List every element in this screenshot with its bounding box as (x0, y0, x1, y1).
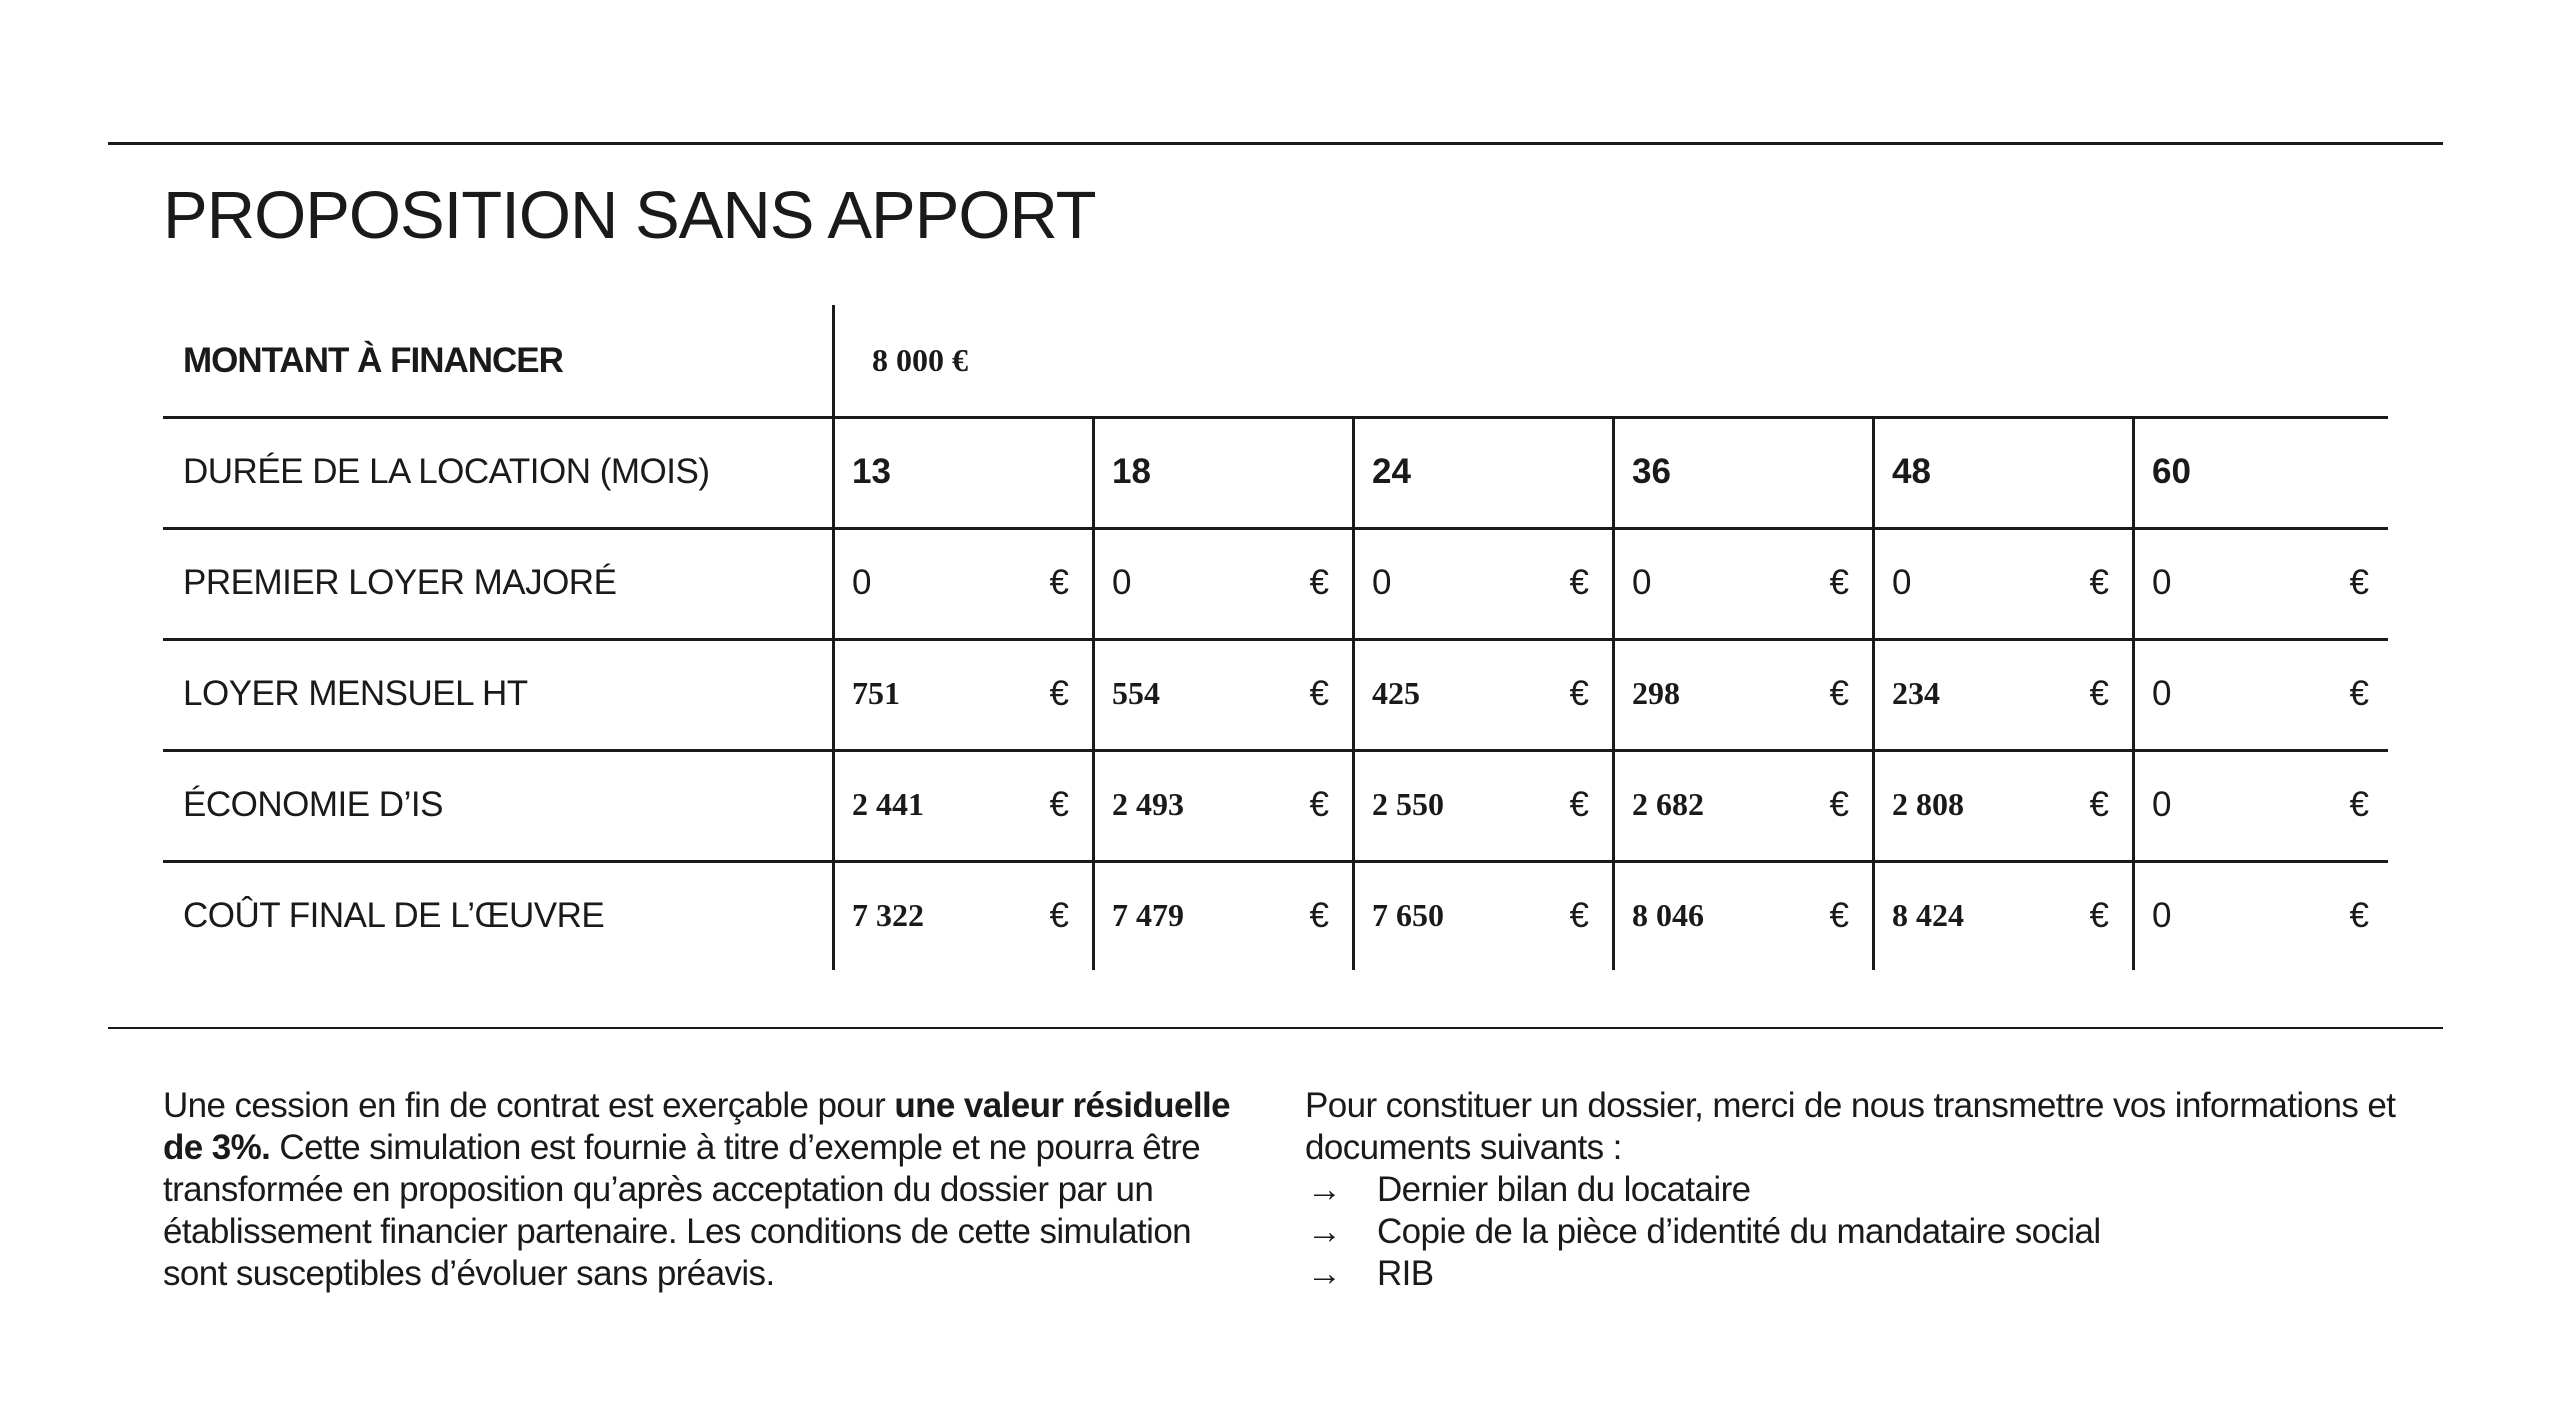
euro-symbol: € (1049, 784, 1069, 824)
cell-value: 0 (2152, 562, 2172, 602)
value-cell (832, 749, 1091, 860)
value-cell (1612, 527, 1871, 638)
page-title: PROPOSITION SANS APPORT (163, 178, 1096, 253)
amount-label: MONTANT À FINANCER (183, 340, 563, 380)
cell-value: 0 (1372, 562, 1392, 602)
value-cell (1092, 860, 1351, 971)
value-cell (2132, 638, 2391, 749)
cell-value: 0 (1892, 562, 1912, 602)
value-cell (1612, 638, 1871, 749)
value-cell (832, 527, 1091, 638)
column-divider (1352, 416, 1355, 970)
value-cell (1352, 749, 1611, 860)
duration-value: 24 (1372, 451, 1411, 491)
documents-section (1305, 1085, 2415, 1295)
value-cell (1872, 638, 2131, 749)
duration-cell (1352, 416, 1611, 527)
value-cell (1352, 527, 1611, 638)
euro-symbol: € (2089, 562, 2109, 602)
duration-cell (832, 416, 1091, 527)
euro-symbol: € (1049, 562, 1069, 602)
cell-value: 2 682 (1632, 786, 1704, 822)
value-cell (2132, 749, 2391, 860)
euro-symbol: € (1049, 895, 1069, 935)
euro-symbol: € (1049, 673, 1069, 713)
value-cell (1872, 860, 2131, 971)
arrow-icon: → (1307, 1170, 1342, 1209)
column-divider (1092, 416, 1095, 970)
duration-row (163, 416, 2388, 530)
list-item (1305, 1169, 2415, 1211)
arrow-icon: → (1307, 1212, 1342, 1251)
document-name: Dernier bilan du locataire (1377, 1170, 1751, 1209)
duration-label: DURÉE DE LA LOCATION (MOIS) (183, 451, 710, 491)
duration-cell (1092, 416, 1351, 527)
euro-symbol: € (1309, 895, 1329, 935)
cell-value: 8 424 (1892, 897, 1964, 933)
euro-symbol: € (2089, 673, 2109, 713)
documents-intro: Pour constituer un dossier, merci de nous transmettre vos informations et documents suivants : (1305, 1086, 2396, 1167)
cell-value: 2 493 (1112, 786, 1184, 822)
cell-value: 0 (1112, 562, 1132, 602)
document-name: RIB (1377, 1254, 1434, 1293)
duration-cell (2132, 416, 2391, 527)
cell-value: 2 808 (1892, 786, 1964, 822)
euro-symbol: € (1309, 784, 1329, 824)
disclaimer-text-start: Une cession en fin de contrat est exerçable pour (163, 1086, 895, 1125)
cell-value: 0 (2152, 784, 2172, 824)
column-divider (1612, 416, 1615, 970)
value-cell (1612, 860, 1871, 971)
euro-symbol: € (1829, 784, 1849, 824)
row-label: LOYER MENSUEL HT (183, 673, 528, 713)
duration-cell (1872, 416, 2131, 527)
euro-symbol: € (1309, 562, 1329, 602)
cell-value: 0 (2152, 673, 2172, 713)
euro-symbol: € (2089, 895, 2109, 935)
row-label: COÛT FINAL DE L’ŒUVRE (183, 895, 605, 935)
euro-symbol: € (1569, 895, 1589, 935)
value-cell (832, 860, 1091, 971)
euro-symbol: € (1309, 673, 1329, 713)
monthly-rent-row (163, 638, 2388, 752)
column-divider (2132, 416, 2135, 970)
duration-value: 13 (852, 451, 891, 491)
row-label: PREMIER LOYER MAJORÉ (183, 562, 617, 602)
value-cell (1092, 749, 1351, 860)
cell-value: 0 (2152, 895, 2172, 935)
value-cell (832, 638, 1091, 749)
duration-value: 60 (2152, 451, 2191, 491)
tax-saving-row (163, 749, 2388, 863)
list-item (1305, 1253, 2415, 1295)
row-label: ÉCONOMIE D’IS (183, 784, 443, 824)
cell-value: 2 550 (1372, 786, 1444, 822)
cell-value: 298 (1632, 675, 1680, 711)
cell-value: 234 (1892, 675, 1940, 711)
column-divider (832, 305, 835, 970)
bottom-divider (108, 1027, 2443, 1029)
value-cell (2132, 527, 2391, 638)
amount-row (163, 305, 2388, 419)
cell-value: 425 (1372, 675, 1420, 711)
list-item (1305, 1211, 2415, 1253)
euro-symbol: € (2349, 562, 2369, 602)
top-divider (108, 142, 2443, 145)
disclaimer-text-end: Cette simulation est fournie à titre d’exemple et ne pourra être transformée en proposition qu’après acceptation du dossier par un établissement financier partenaire. Les conditions de cette simulation sont susceptibles d’évoluer sans préavis. (163, 1128, 1201, 1293)
cell-value: 751 (852, 675, 900, 711)
duration-value: 36 (1632, 451, 1671, 491)
cell-value: 7 650 (1372, 897, 1444, 933)
euro-symbol: € (1569, 673, 1589, 713)
value-cell (1872, 749, 2131, 860)
euro-symbol: € (1829, 673, 1849, 713)
euro-symbol: € (1829, 895, 1849, 935)
euro-symbol: € (1829, 562, 1849, 602)
value-cell (2132, 860, 2391, 971)
value-cell (1612, 749, 1871, 860)
cell-value: 0 (852, 562, 872, 602)
euro-symbol: € (2349, 895, 2369, 935)
cell-value: 0 (1632, 562, 1652, 602)
euro-symbol: € (2089, 784, 2109, 824)
column-divider (1872, 416, 1875, 970)
duration-value: 48 (1892, 451, 1931, 491)
value-cell (1352, 638, 1611, 749)
final-cost-row (163, 860, 2388, 971)
cell-value: 8 046 (1632, 897, 1704, 933)
amount-value: 8 000 € (872, 342, 968, 378)
disclaimer-paragraph (163, 1085, 1253, 1295)
euro-symbol: € (2349, 784, 2369, 824)
euro-symbol: € (1569, 562, 1589, 602)
value-cell (1872, 527, 2131, 638)
first-rent-row (163, 527, 2388, 641)
cell-value: 2 441 (852, 786, 924, 822)
euro-symbol: € (1569, 784, 1589, 824)
documents-list (1305, 1169, 2415, 1295)
value-cell (1092, 527, 1351, 638)
cell-value: 554 (1112, 675, 1160, 711)
financing-table (163, 305, 2388, 970)
cell-value: 7 322 (852, 897, 924, 933)
euro-symbol: € (2349, 673, 2369, 713)
value-cell (1092, 638, 1351, 749)
document-name: Copie de la pièce d’identité du mandataire social (1377, 1212, 2101, 1251)
cell-value: 7 479 (1112, 897, 1184, 933)
arrow-icon: → (1307, 1254, 1342, 1293)
duration-value: 18 (1112, 451, 1151, 491)
duration-cell (1612, 416, 1871, 527)
value-cell (1352, 860, 1611, 971)
residual-value-highlight: une valeur résiduelle de 3%. (163, 1086, 1230, 1167)
